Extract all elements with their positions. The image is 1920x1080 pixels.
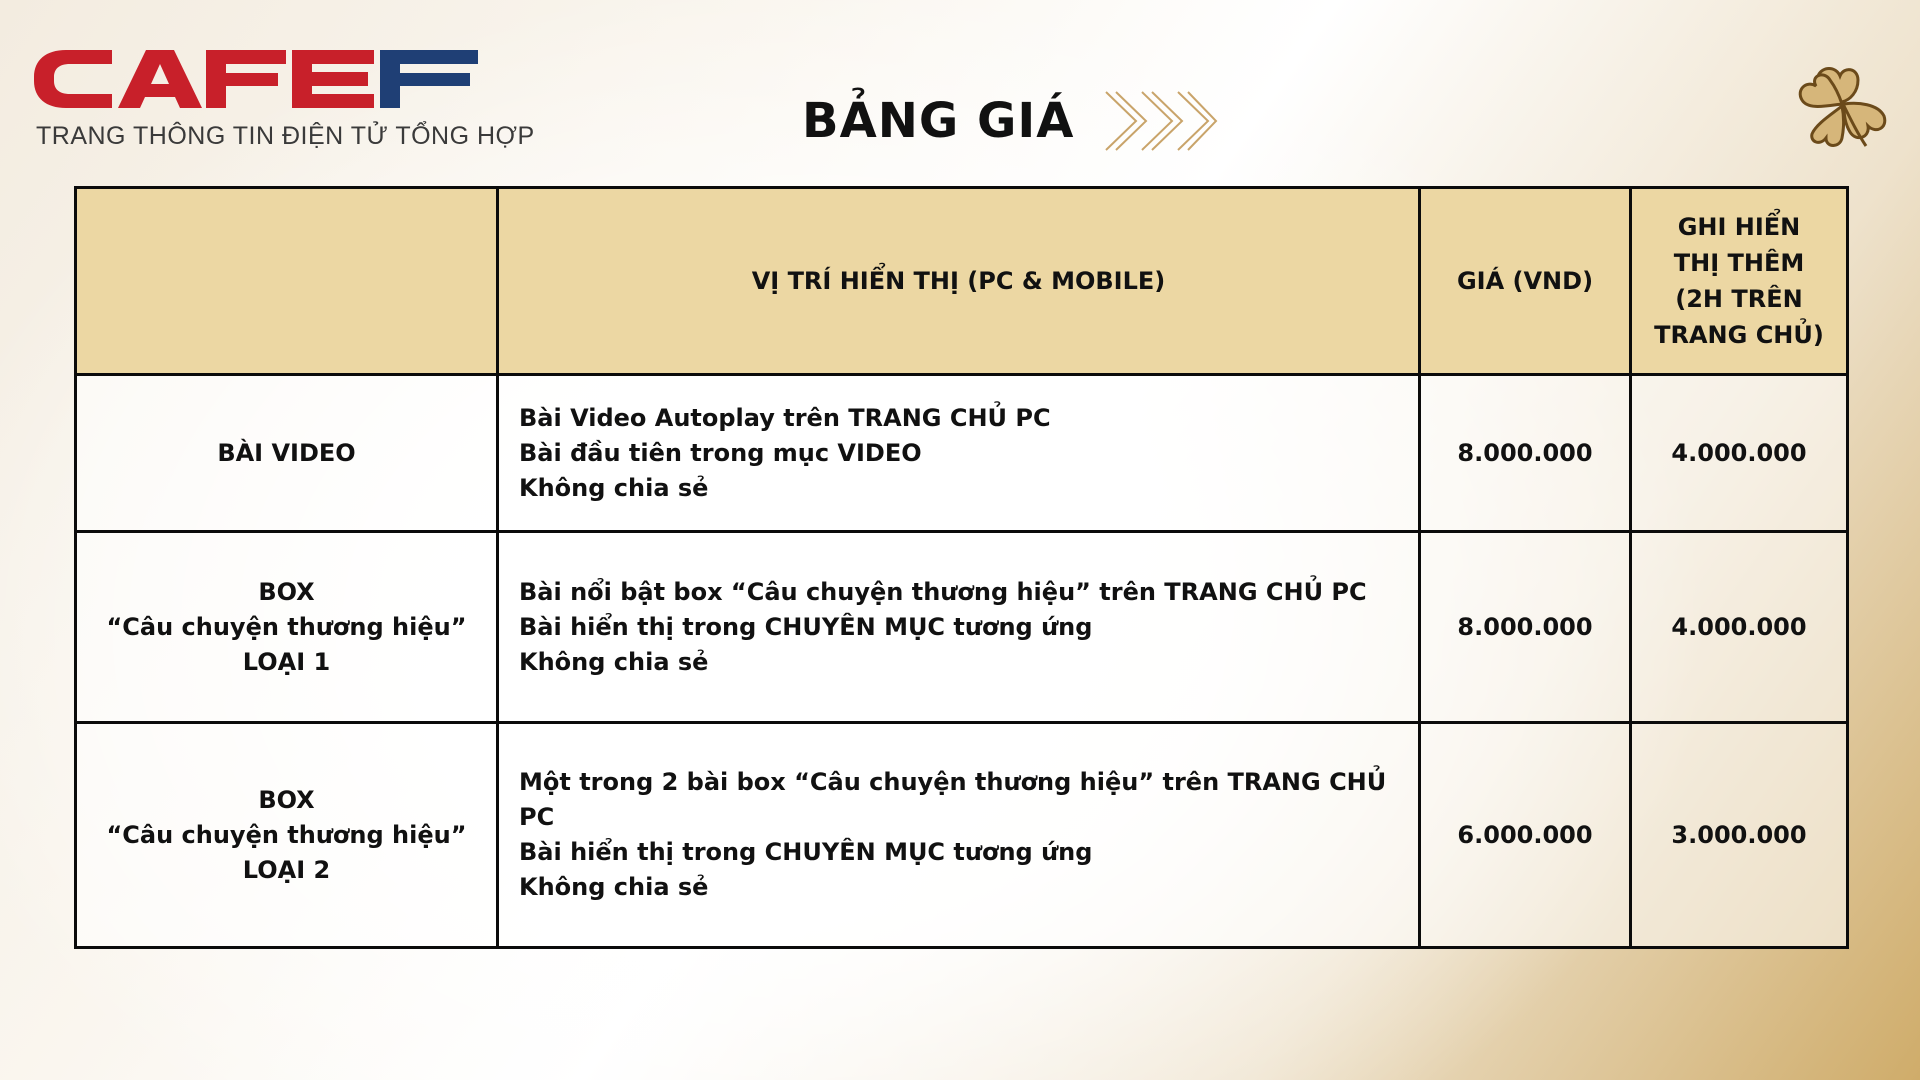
category-line: BOX (258, 577, 315, 606)
position-line: Không chia sẻ (519, 473, 709, 502)
row-price: 8.000.000 (1420, 532, 1631, 723)
row-category (76, 375, 498, 532)
row-position (498, 375, 1420, 532)
table-header-row (76, 188, 1848, 375)
page-title: BẢNG GIÁ (802, 93, 1075, 149)
header-position: VỊ TRÍ HIỂN THỊ (PC & MOBILE) (498, 188, 1420, 375)
row-position (498, 532, 1420, 723)
row-extra-price: 4.000.000 (1631, 375, 1848, 532)
table-row (76, 375, 1848, 532)
position-line: Không chia sẻ (519, 647, 709, 676)
position-line: Bài hiển thị trong CHUYÊN MỤC tương ứng (519, 838, 1093, 866)
position-line: Bài nổi bật box “Câu chuyện thương hiệu” trên TRANG CHỦ PC (519, 577, 1367, 606)
category-line: LOẠI 2 (242, 855, 331, 884)
header-extra-line: THỊ THÊM (1673, 249, 1805, 277)
row-category (76, 723, 498, 948)
row-price: 6.000.000 (1420, 723, 1631, 948)
category-line: “Câu chuyện thương hiệu” (106, 612, 467, 641)
title-group (802, 90, 1218, 152)
row-extra-price: 4.000.000 (1631, 532, 1848, 723)
position-line: Một trong 2 bài box “Câu chuyện thương hiệu” trên TRANG CHỦ (519, 768, 1387, 796)
position-line: Bài Video Autoplay trên TRANG CHỦ PC (519, 403, 1051, 432)
row-position (498, 723, 1420, 948)
logo-tagline: TRANG THÔNG TIN ĐIỆN TỬ TỔNG HỢP (36, 122, 535, 150)
table-row (76, 723, 1848, 948)
row-category (76, 532, 498, 723)
category-line: “Câu chuyện thương hiệu” (106, 820, 467, 849)
position-line: Bài đầu tiên trong mục VIDEO (519, 438, 922, 467)
table-row (76, 532, 1848, 723)
header-price: GIÁ (VND) (1420, 188, 1631, 375)
header-extra-display (1631, 188, 1848, 375)
header-extra-line: (2H TRÊN (1675, 285, 1803, 313)
position-line: Bài hiển thị trong CHUYÊN MỤC tương ứng (519, 612, 1093, 641)
position-line: PC (519, 803, 555, 831)
header-extra-line: TRANG CHỦ) (1654, 321, 1824, 349)
triple-chevron-right-icon (1102, 90, 1218, 152)
cafef-logo-mark (34, 50, 478, 108)
clover-leaf-icon (1796, 62, 1892, 150)
category-line: BOX (258, 785, 315, 814)
price-table (74, 186, 1849, 949)
header-category (76, 188, 498, 375)
header-extra-line: GHI HIỂN (1677, 213, 1801, 241)
category-line: LOẠI 1 (242, 647, 331, 676)
category-line: BÀI VIDEO (217, 438, 356, 467)
row-extra-price: 3.000.000 (1631, 723, 1848, 948)
row-price: 8.000.000 (1420, 375, 1631, 532)
position-line: Không chia sẻ (519, 873, 709, 901)
